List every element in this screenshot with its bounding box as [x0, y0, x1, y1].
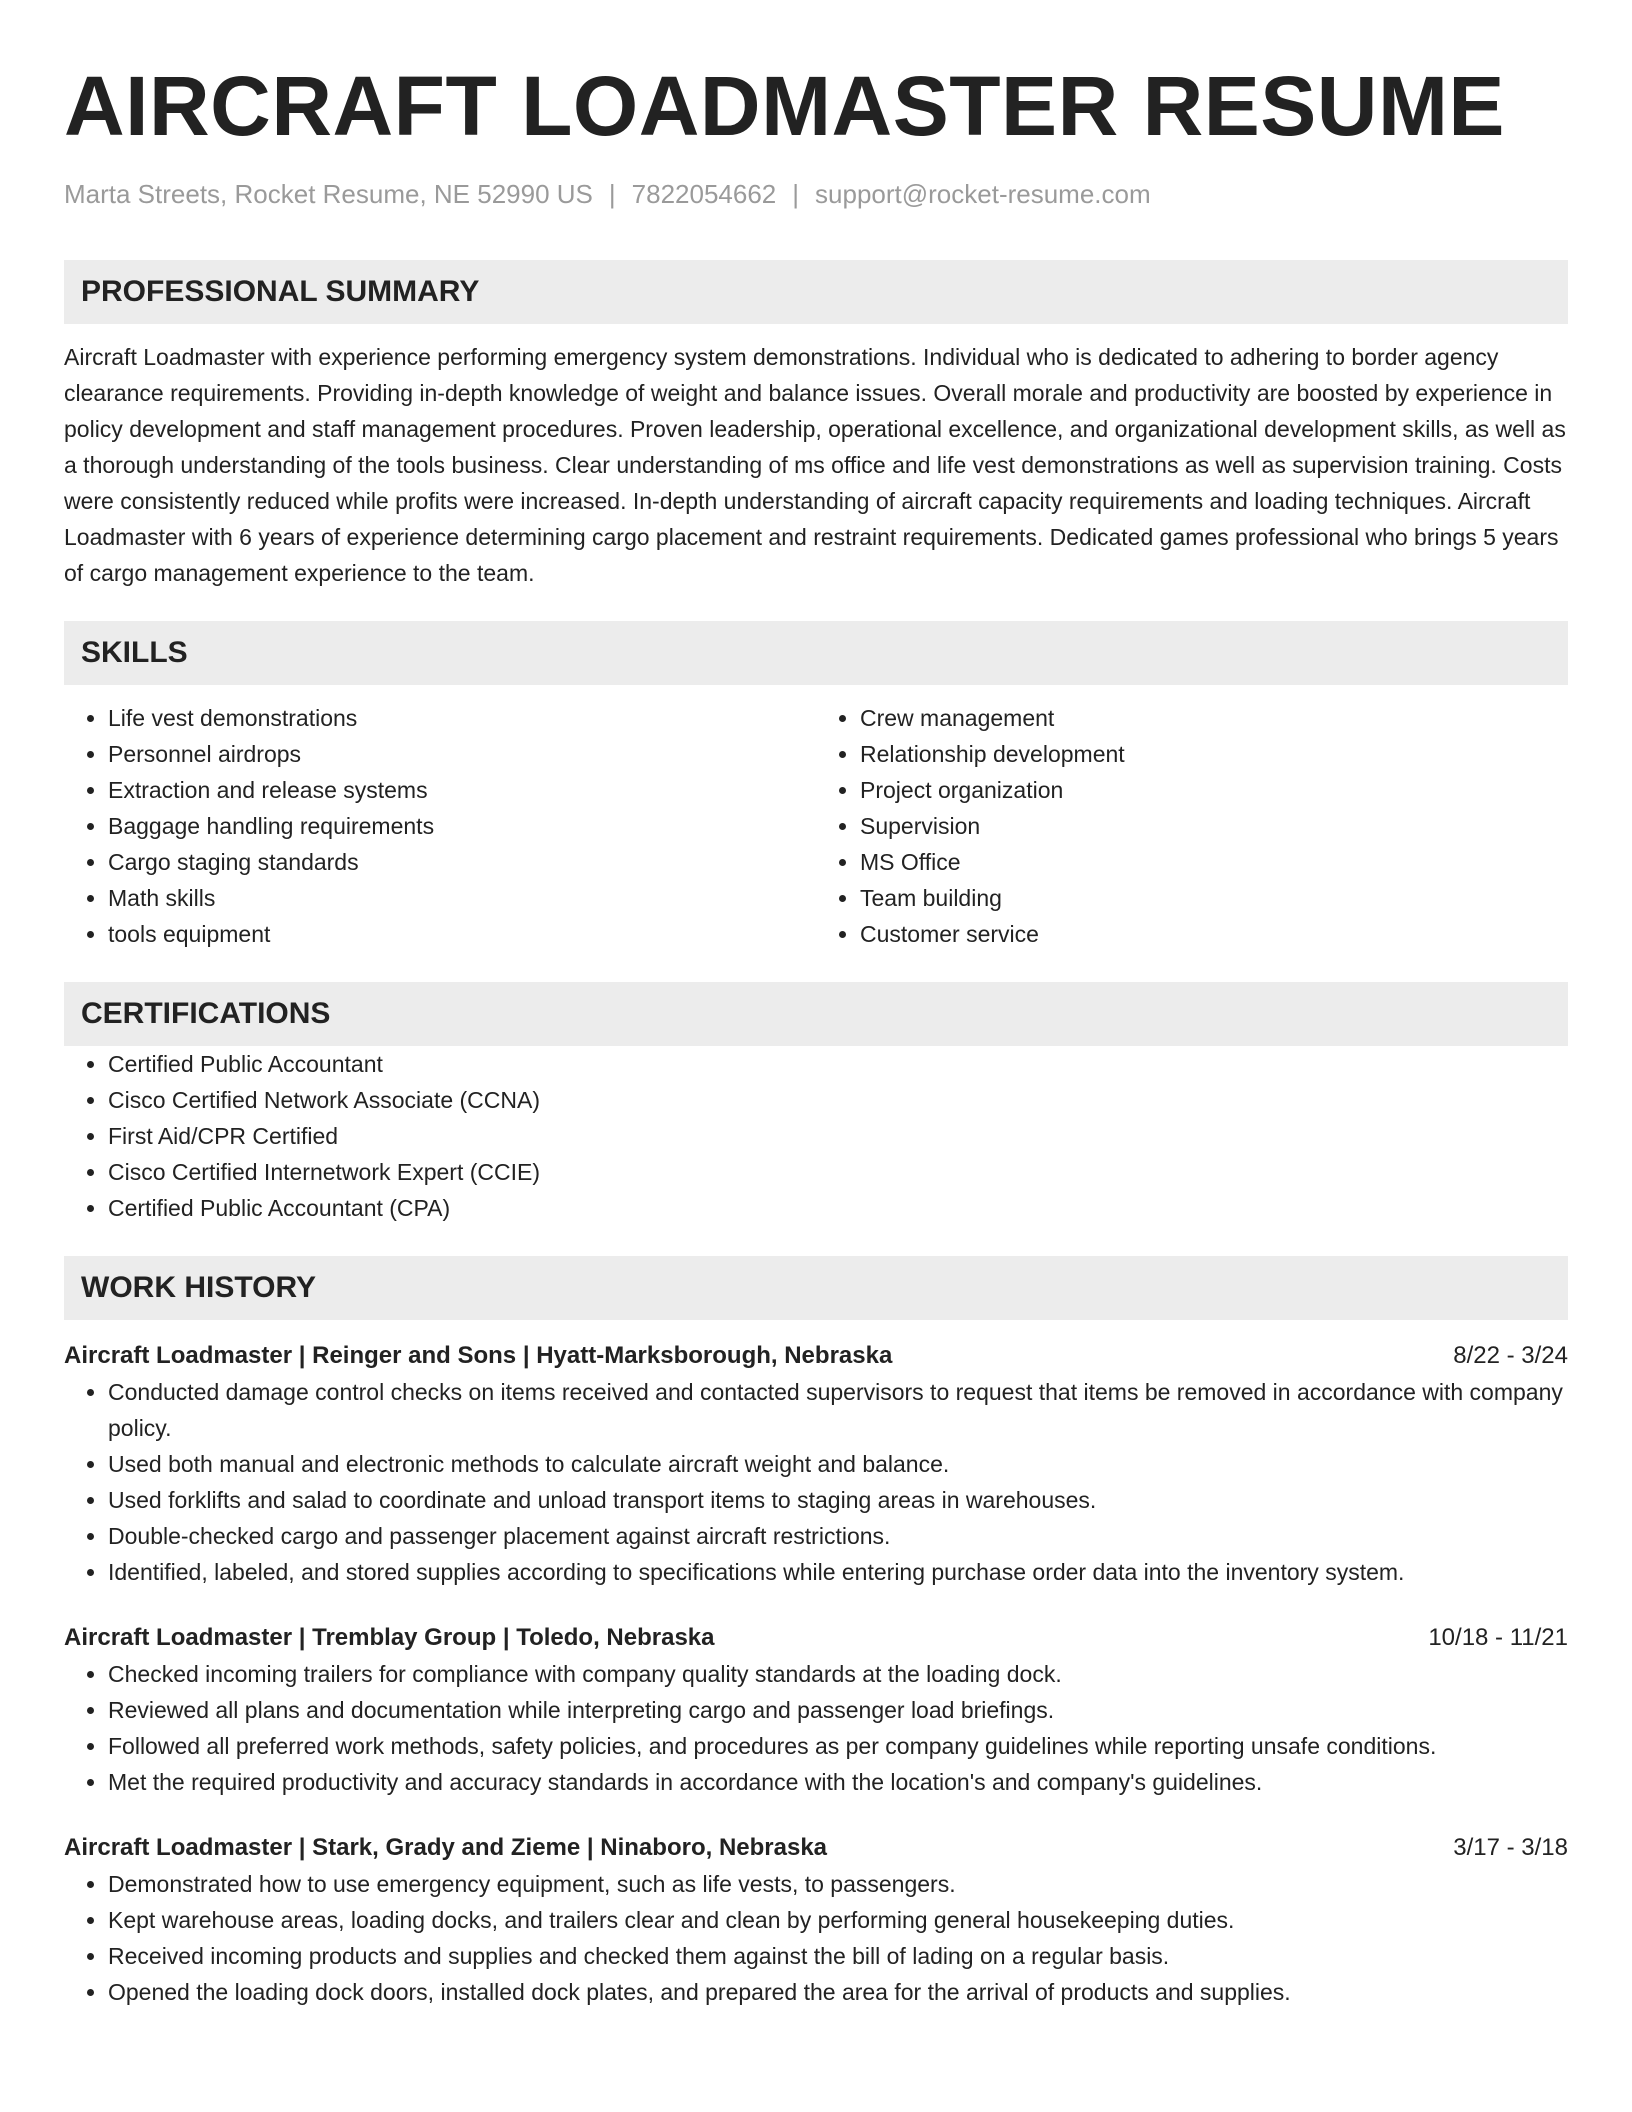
contact-phone: 7822054662 [631, 179, 777, 209]
contact-address: Marta Streets, Rocket Resume, NE 52990 US [64, 179, 593, 209]
summary-text: Aircraft Loadmaster with experience performing emergency system demonstrations. Individual who is dedicated to adhering to border agency clearance requirements. Providing in-depth knowledge of weight and balance issues. Overall morale and productivity are boosted by experience in policy development and staff management procedures. Proven leadership, operational excellence, and organizational development skills, as well as a thorough understanding of the tools business. Clear understanding of ms office and life vest demonstrations as well as supervision training. Costs were consistently reduced while profits were increased. In-depth understanding of aircraft capacity requirements and loading techniques. Aircraft Loadmaster with 6 years of experience determining cargo placement and restraint requirements. Dedicated games professional who brings 5 years of cargo management experience to the team. [64, 344, 1566, 586]
job-bullet: • Identified, labeled, and stored supplies according to specifications while entering purchase order data into the inventory system. [108, 1554, 1568, 1590]
skill-item: • Math skills [108, 880, 816, 916]
skills-list-left [64, 700, 816, 952]
job-bullet: • Used both manual and electronic methods to calculate aircraft weight and balance. [108, 1446, 1568, 1482]
certification-item: • Cisco Certified Internetwork Expert (CCIE) [108, 1154, 1568, 1190]
job-dates: 10/18 - 11/21 [1428, 1624, 1568, 1651]
skill-item: • Relationship development [860, 736, 1568, 772]
job-bullet: • Opened the loading dock doors, installed dock plates, and prepared the area for the arrival of products and supplies. [108, 1974, 1568, 2010]
job-bullet: • Demonstrated how to use emergency equipment, such as life vests, to passengers. [108, 1866, 1568, 1902]
skill-item: • Customer service [860, 916, 1568, 952]
certification-item: • Certified Public Accountant [108, 1046, 1568, 1082]
job-title: Aircraft Loadmaster | Tremblay Group | Toledo, Nebraska [64, 1624, 715, 1651]
skill-item: • tools equipment [108, 916, 816, 952]
skill-item: • Team building [860, 880, 1568, 916]
job-title: Aircraft Loadmaster | Stark, Grady and Zieme | Ninaboro, Nebraska [64, 1834, 828, 1861]
job-title: Aircraft Loadmaster | Reinger and Sons | Hyatt-Marksborough, Nebraska [64, 1342, 893, 1369]
job-entry [64, 1338, 1568, 1590]
skill-item: • Extraction and release systems [108, 772, 816, 808]
section-header-certifications: CERTIFICATIONS [64, 982, 1568, 1046]
job-bullet: • Conducted damage control checks on items received and contacted supervisors to request that items be removed in accordance with company policy. [108, 1374, 1568, 1446]
skill-item: • Cargo staging standards [108, 844, 816, 880]
skill-item: • Life vest demonstrations [108, 700, 816, 736]
job-bullet: • Met the required productivity and accuracy standards in accordance with the location's and company's guidelines. [108, 1764, 1568, 1800]
job-bullet: • Received incoming products and supplies and checked them against the bill of lading on a regular basis. [108, 1938, 1568, 1974]
skills-columns [64, 700, 1568, 952]
certification-item: • First Aid/CPR Certified [108, 1118, 1568, 1154]
job-header [64, 1830, 1568, 1866]
job-bullets [64, 1374, 1568, 1590]
contact-line [64, 178, 1568, 210]
skill-item: • Personnel airdrops [108, 736, 816, 772]
job-bullet: • Double-checked cargo and passenger placement against aircraft restrictions. [108, 1518, 1568, 1554]
contact-separator: | [608, 179, 616, 209]
resume-title: AIRCRAFT LOADMASTER RESUME [64, 59, 1505, 153]
job-dates: 3/17 - 3/18 [1453, 1834, 1568, 1861]
contact-email: support@rocket-resume.com [815, 179, 1151, 209]
skill-item: • MS Office [860, 844, 1568, 880]
job-bullet: • Followed all preferred work methods, safety policies, and procedures as per company guidelines while reporting unsafe conditions. [108, 1728, 1568, 1764]
job-bullet: • Checked incoming trailers for compliance with company quality standards at the loading dock. [108, 1656, 1568, 1692]
job-header [64, 1338, 1568, 1374]
skill-item: • Baggage handling requirements [108, 808, 816, 844]
section-header-skills: SKILLS [64, 621, 1568, 685]
job-bullet: • Kept warehouse areas, loading docks, and trailers clear and clean by performing general housekeeping duties. [108, 1902, 1568, 1938]
job-bullets [64, 1656, 1568, 1800]
skills-list-right [816, 700, 1568, 952]
certification-item: • Certified Public Accountant (CPA) [108, 1190, 1568, 1226]
job-entry [64, 1620, 1568, 1800]
certifications-list [64, 1046, 1568, 1226]
job-entry [64, 1830, 1568, 2010]
job-bullet: • Reviewed all plans and documentation while interpreting cargo and passenger load briefings. [108, 1692, 1568, 1728]
skill-item: • Crew management [860, 700, 1568, 736]
skill-item: • Supervision [860, 808, 1568, 844]
section-header-summary: PROFESSIONAL SUMMARY [64, 260, 1568, 324]
job-bullet: • Used forklifts and salad to coordinate and unload transport items to staging areas in warehouses. [108, 1482, 1568, 1518]
job-dates: 8/22 - 3/24 [1453, 1342, 1568, 1369]
skill-item: • Project organization [860, 772, 1568, 808]
section-header-work-history: WORK HISTORY [64, 1256, 1568, 1320]
contact-separator: | [792, 179, 800, 209]
certification-item: • Cisco Certified Network Associate (CCNA) [108, 1082, 1568, 1118]
job-header [64, 1620, 1568, 1656]
job-bullets [64, 1866, 1568, 2010]
